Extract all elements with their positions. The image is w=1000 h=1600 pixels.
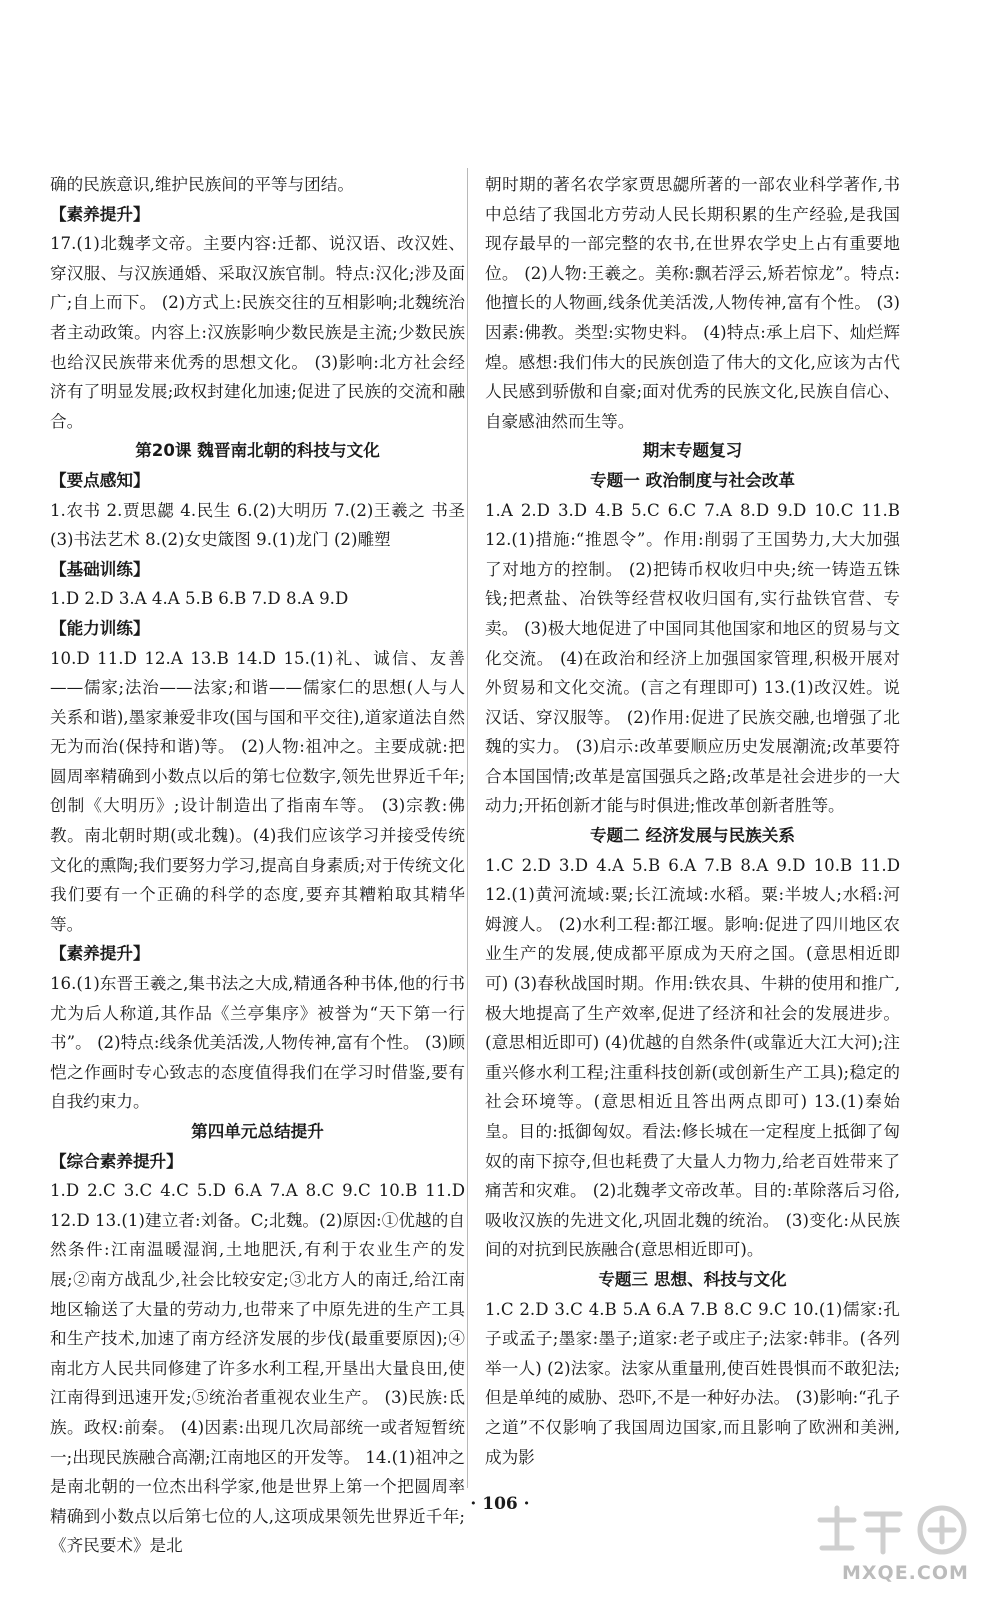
topic-title: 专题二 经济发展与民族关系 <box>590 826 795 846</box>
watermark-text: MXQE.COM <box>842 1562 969 1584</box>
section-heading: 【要点感知】 <box>50 470 150 490</box>
section-heading: 【素养提升】 <box>50 944 150 964</box>
paragraph: 17.(1)北魏孝文帝。主要内容:迁都、说汉语、改汉姓、穿汉服、与汉族通婚、采取汉族官制。特点:汉化;涉及面广;自上而下。 (2)方式上:民族交往的互相影响;北魏统治者主动政策。内容上:汉族影响少数民族是主流;少数民族也给汉民族带来优秀的思想文化。 (3)影响:北方社会经济有了明显发展;政权封建化加速;促进了民族的交流和融合。 <box>50 234 465 431</box>
section-heading: 【综合素养提升】 <box>50 1151 183 1171</box>
paragraph: 10.D 11.D 12.A 13.B 14.D 15.(1)礼、诚信、友善——儒家;法治——法家;和谐——儒家仁的思想(人与人关系和谐),墨家兼爱非攻(国与国和平交往),道家道法自然无为而治(保持和谐)等。 (2)人物:祖冲之。主要成就:把圆周率精确到小数点以后的第七位数字,领先世界近千年;创制《大明历》;设计制造出了指南车等。 (3)宗教:佛教。南北朝时期(或北魏)。(4)我们应该学习并接受传统文化的熏陶;我们要努力学习,提高自身素质;对于传统文化我们要有一个正确的科学的态度,要弃其糟粕取其精华等。 <box>50 648 465 934</box>
unit-title: 第四单元总结提升 <box>191 1122 324 1141</box>
paragraph: 1.农书 2.贾思勰 4.民生 6.(2)大明历 7.(2)王羲之 书圣 (3)书法艺术 8.(2)女史箴图 9.(1)龙门 (2)雕塑 <box>50 500 465 550</box>
page-number: · 106 · <box>470 1494 530 1514</box>
section-heading: 【素养提升】 <box>50 204 150 224</box>
paragraph: 1.C 2.D 3.C 4.B 5.A 6.A 7.B 8.C 9.C 10.(1)儒家:孔子或孟子;墨家:墨子;道家:老子或庄子;法家:韩非。(各列举一人) (2)法家。法家从重量刑,使百姓畏惧而不敢犯法;但是单纯的威胁、恐吓,不是一种好办法。 (3)影响:“孔子之道”不仅影响了我国周边国家,而且影响了欧洲和美洲,成为影 <box>485 1299 900 1467</box>
paragraph: 1.D 2.C 3.C 4.C 5.D 6.A 7.A 8.C 9.C 10.B 11.D 12.D 13.(1)建立者:刘备。C;北魏。(2)原因:①优越的自然条件:江南温暖湿润,土地肥沃,有利于农业生产的发展;②南方战乱少,社会比较安定;③北方人的南迁,给江南地区输送了大量的劳动力,也带来了中原先进的生产工具和生产技术,加速了南方经济发展的步伐(最重要原因);④南北方人民共同修建了许多水利工程,开垦出大量良田,使江南得到迅速开发;⑤统治者重视农业生产。 (3)民族:氐族。政权:前秦。 (4)因素:出现几次局部统一或者短暂统一;出现民族融合高潮;江南地区的开发等。 14.(1)祖冲之是南北朝的一位杰出科学家,他是世界上第一个把圆周率精确到小数点以后第七位的人,这项成果领先世界近千年;《齐民要术》是北 <box>50 1181 465 1556</box>
paragraph: 1.C 2.D 3.D 4.A 5.B 6.A 7.B 8.A 9.D 10.B 11.D 12.(1)黄河流域:粟;长江流域:水稻。粟:半坡人;水稻:河姆渡人。 (2)水利工程:都江堰。影响:促进了四川地区农业生产的发展,使成都平原成为天府之国。(意思相近即可) (3)春秋战国时期。作用:铁农具、牛耕的使用和推广,极大地提高了生产效率,促进了经济和社会的发展进步。(意思相近即可) (4)优越的自然条件(或靠近大江大河);注重兴修水利工程;注重科技创新(或创新生产工具);稳定的社会环境等。(意思相近且答出两点即可) 13.(1)秦始皇。目的:抵御匈奴。看法:修长城在一定程度上抵御了匈奴的南下掠夺,但也耗费了大量人力物力,给老百姓带来了痛苦和灾难。 (2)北魏孝文帝改革。目的:革除落后习俗,吸收汉族的先进文化,巩固北魏的统治。 (3)变化:从民族间的对抗到民族融合(意思相近即可)。 <box>485 855 900 1260</box>
lesson-title: 第20课 魏晋南北朝的科技与文化 <box>135 441 380 461</box>
paragraph: 确的民族意识,维护民族间的平等与团结。 <box>50 175 354 194</box>
right-column <box>485 170 900 1472</box>
column-divider <box>467 168 468 1488</box>
review-title: 期末专题复习 <box>642 441 743 461</box>
paragraph: 16.(1)东晋王羲之,集书法之大成,精通各种书体,他的行书尤为后人称道,其作品《兰亭集序》被誉为“天下第一行书”。 (2)特点:线条优美活泼,人物传神,富有个性。 (3)顾恺之作画时专心致志的态度值得我们在学习时借鉴,要有自我约束力。 <box>50 974 465 1112</box>
section-heading: 【基础训练】 <box>50 559 150 579</box>
paragraph: 1.D 2.D 3.A 4.A 5.B 6.B 7.D 8.A 9.D <box>50 589 349 609</box>
topic-title: 专题一 政治制度与社会改革 <box>590 470 795 490</box>
topic-title: 专题三 思想、科技与文化 <box>598 1269 787 1289</box>
paragraph: 朝时期的著名农学家贾思勰所著的一部农业科学著作,书中总结了我国北方劳动人民长期积累的生产经验,是我国现存最早的一部完整的农书,在世界农学史上占有重要地位。 (2)人物:王羲之。美称:飘若浮云,矫若惊龙”。特点:他擅长的人物画,线条优美活泼,人物传神,富有个性。 (3)因素:佛教。类型:实物史料。 (4)特点:承上启下、灿烂辉煌。感想:我们伟大的民族创造了伟大的文化,应该为古代人民感到骄傲和自豪;面对优秀的民族文化,民族自信心、自豪感油然而生等。 <box>485 175 900 431</box>
paragraph: 1.A 2.D 3.D 4.B 5.C 6.C 7.A 8.D 9.D 10.C 11.B 12.(1)措施:“推恩令”。作用:削弱了王国势力,大大加强了对地方的控制。 (2)把铸币权收归中央;统一铸造五铢钱;把煮盐、冶铁等经营权收归国有,实行盐铁官营、专卖。 (3)极大地促进了中国同其他国家和地区的贸易与文化交流。 (4)在政治和经济上加强国家管理,积极开展对外贸易和文化交流。(言之有理即可) 13.(1)改汉姓。说汉话、穿汉服等。 (2)作用:促进了民族交融,也增强了北魏的实力。 (3)启示:改革要顺应历史发展潮流;改革要符合本国国情;改革是富国强兵之路;改革是社会进步的一大动力;开拓创新才能与时俱进;惟改革创新者胜等。 <box>485 500 900 816</box>
section-heading: 【能力训练】 <box>50 618 150 638</box>
left-column <box>50 170 465 1561</box>
